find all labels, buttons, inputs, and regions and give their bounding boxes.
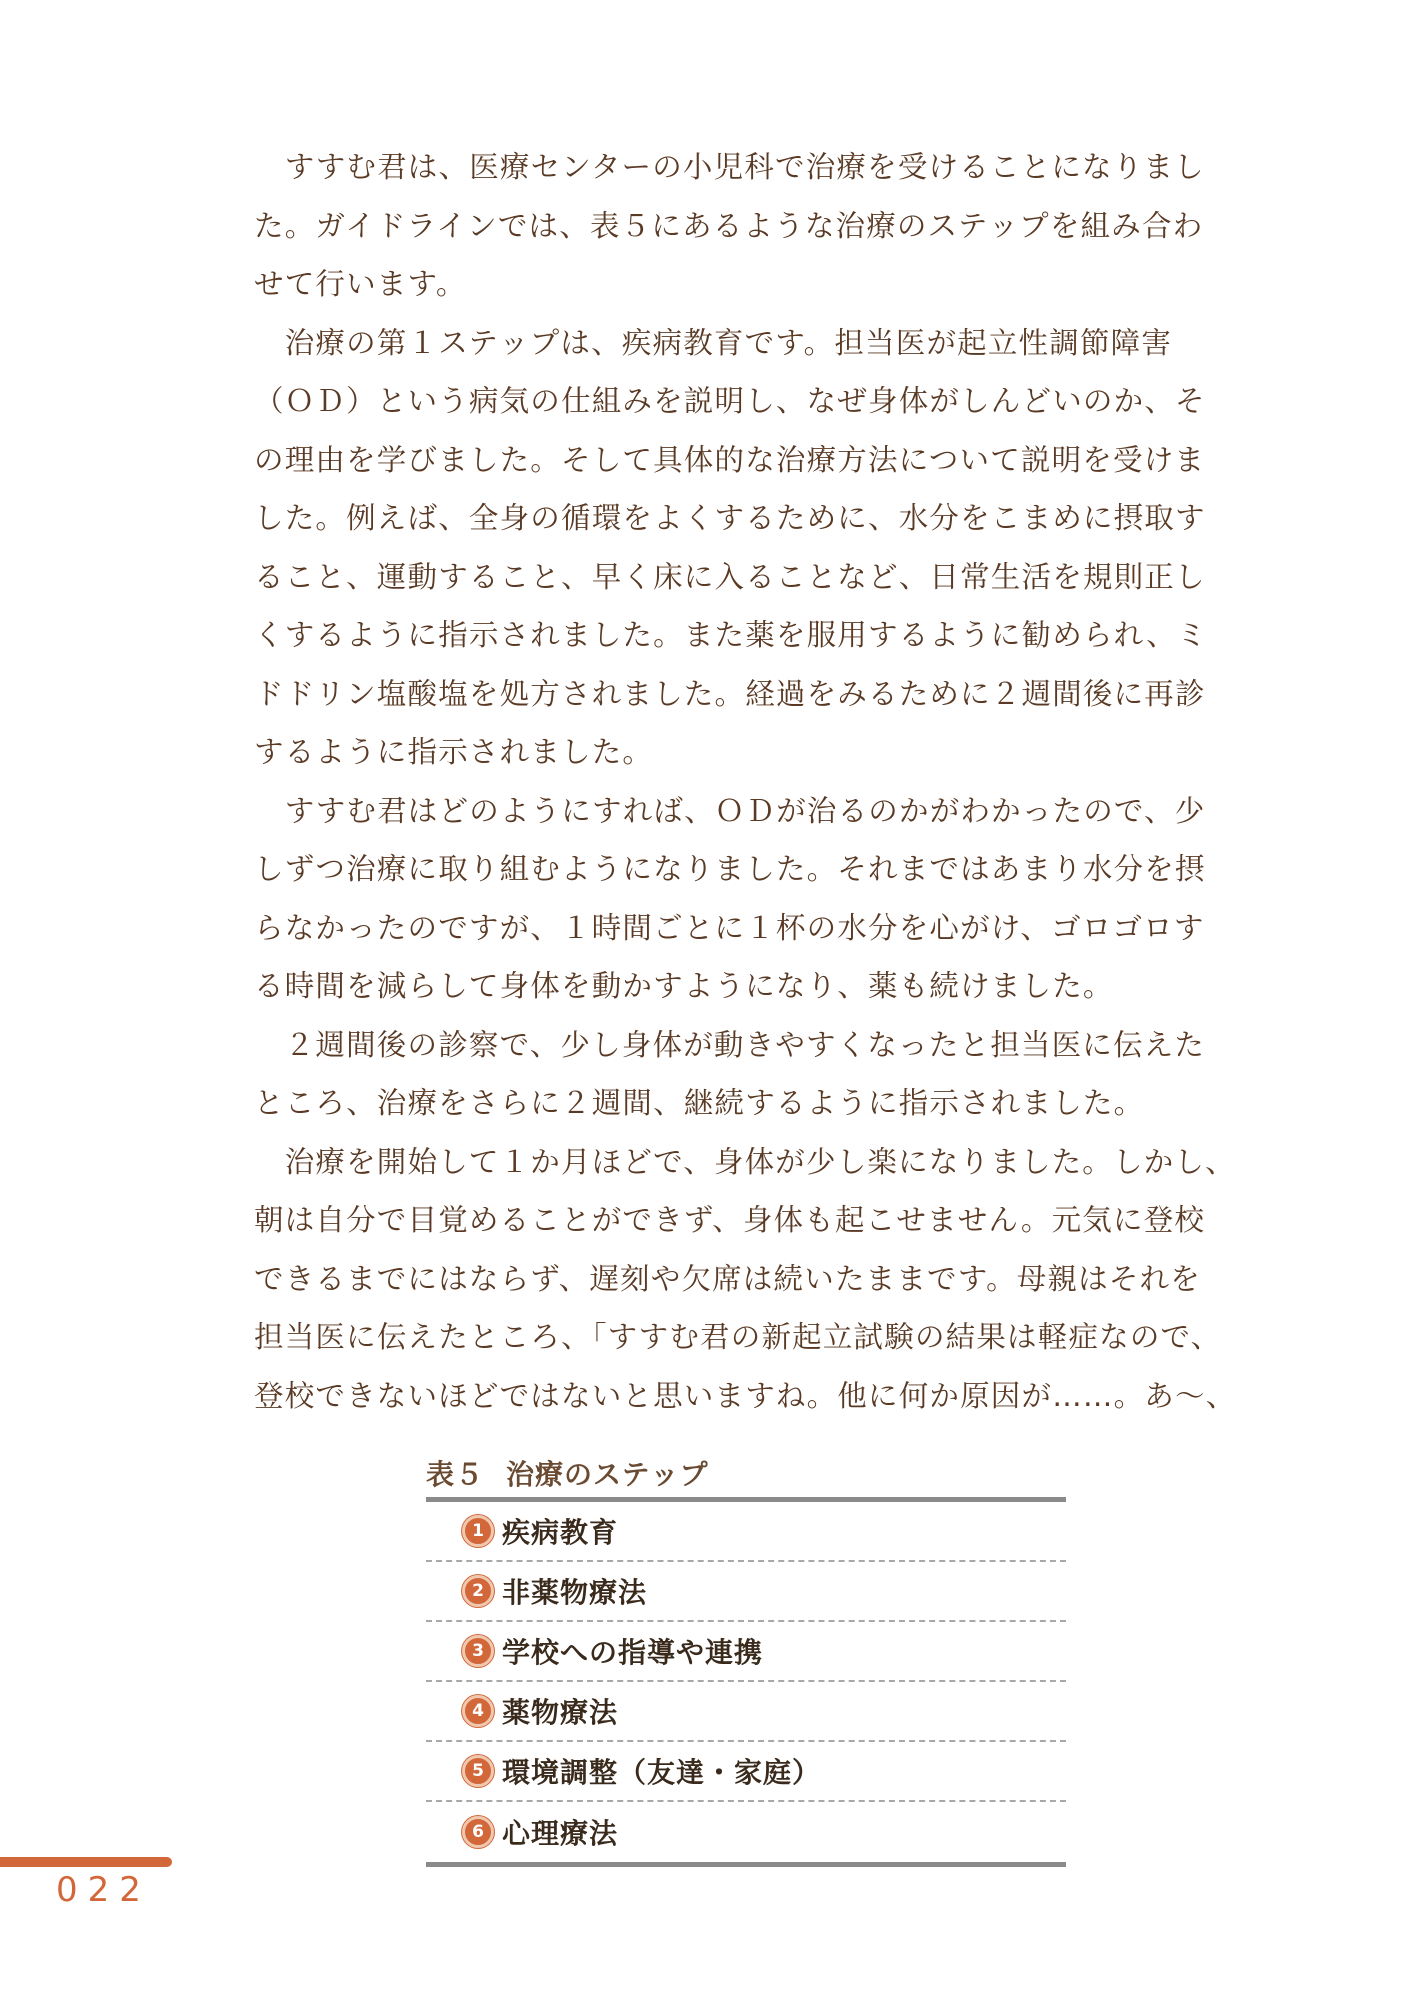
body-line: ること、運動すること、早く床に入ることなど、日常生活を規則正し <box>254 559 1206 594</box>
body-line: た。ガイドラインでは、表５にあるような治療のステップを組み合わ <box>254 208 1204 243</box>
treatment-steps-table <box>426 1497 1066 1867</box>
step-number-badge: 5 <box>462 1755 494 1787</box>
step-number-badge: 3 <box>462 1635 494 1667</box>
body-line: すすむ君はどのようにすれば、ＯＤが治るのかがわかったので、少 <box>254 793 1206 828</box>
body-line: するように指示されました。 <box>254 735 654 769</box>
body-line: くするように指示されました。また薬を服用するように勧められ、ミ <box>254 618 1208 652</box>
body-line: すすむ君は、医療センターの小児科で治療を受けることになりまし <box>254 150 1205 184</box>
table-row <box>426 1622 1066 1682</box>
table-row <box>426 1562 1066 1622</box>
body-line: 登校できないほどではないと思いますね。他に何か原因が……。あ〜、 <box>254 1378 1237 1413</box>
body-text <box>254 138 1237 1425</box>
step-label: 環境調整（友達・家庭） <box>502 1756 822 1789</box>
body-line: しずつ治療に取り組むようになりました。それまではあまり水分を摂 <box>254 852 1206 886</box>
body-line: ドドリン塩酸塩を処方されました。経過をみるために２週間後に再診 <box>254 676 1206 711</box>
step-number-badge: 2 <box>462 1575 494 1607</box>
body-line: 担当医に伝えたところ、「すすむ君の新起立試験の結果は軽症なので、 <box>254 1320 1222 1354</box>
body-line: できるまでにはならず、遅刻や欠席は続いたままです。母親はそれを <box>254 1261 1201 1296</box>
table-row <box>426 1742 1066 1802</box>
body-line: らなかったのですが、１時間ごとに１杯の水分を心がけ、ゴロゴロす <box>254 910 1205 945</box>
body-line: 治療の第１ステップは、疾病教育です。担当医が起立性調節障害 <box>254 325 1173 360</box>
step-label: 心理療法 <box>502 1817 619 1850</box>
step-number-badge: 6 <box>462 1816 494 1848</box>
body-line: せて行います。 <box>254 267 467 301</box>
body-line: （ＯＤ）という病気の仕組みを説明し、なぜ身体がしんどいのか、そ <box>254 384 1206 418</box>
body-line: る時間を減らして身体を動かすようになり、薬も続けました。 <box>254 969 1114 1003</box>
table-title <box>426 1453 708 1493</box>
table-row <box>426 1682 1066 1742</box>
step-number-badge: 4 <box>462 1695 494 1727</box>
body-line: 治療を開始して１か月ほどで、身体が少し楽になりました。しかし、 <box>254 1144 1236 1179</box>
step-label: 疾病教育 <box>502 1516 619 1549</box>
table-number: 表５ <box>426 1458 485 1491</box>
table-row <box>426 1502 1066 1562</box>
page-number: 022 <box>56 1870 151 1910</box>
body-line: 朝は自分で目覚めることができず、身体も起こせません。元気に登校 <box>254 1203 1206 1237</box>
step-label: 薬物療法 <box>502 1696 619 1729</box>
table-caption: 治療のステップ <box>506 1458 709 1491</box>
body-line: ２週間後の診察で、少し身体が動きやすくなったと担当医に伝えた <box>254 1027 1206 1062</box>
table-row <box>426 1802 1066 1862</box>
body-line: ところ、治療をさらに２週間、継続するように指示されました。 <box>254 1086 1145 1120</box>
step-label: 学校への指導や連携 <box>502 1636 764 1669</box>
step-label: 非薬物療法 <box>502 1576 648 1609</box>
body-line: の理由を学びました。そして具体的な治療方法について説明を受けま <box>254 442 1206 477</box>
page-accent-bar <box>0 1857 172 1867</box>
step-number-badge: 1 <box>462 1515 494 1547</box>
body-line: した。例えば、全身の循環をよくするために、水分をこまめに摂取す <box>254 501 1206 535</box>
